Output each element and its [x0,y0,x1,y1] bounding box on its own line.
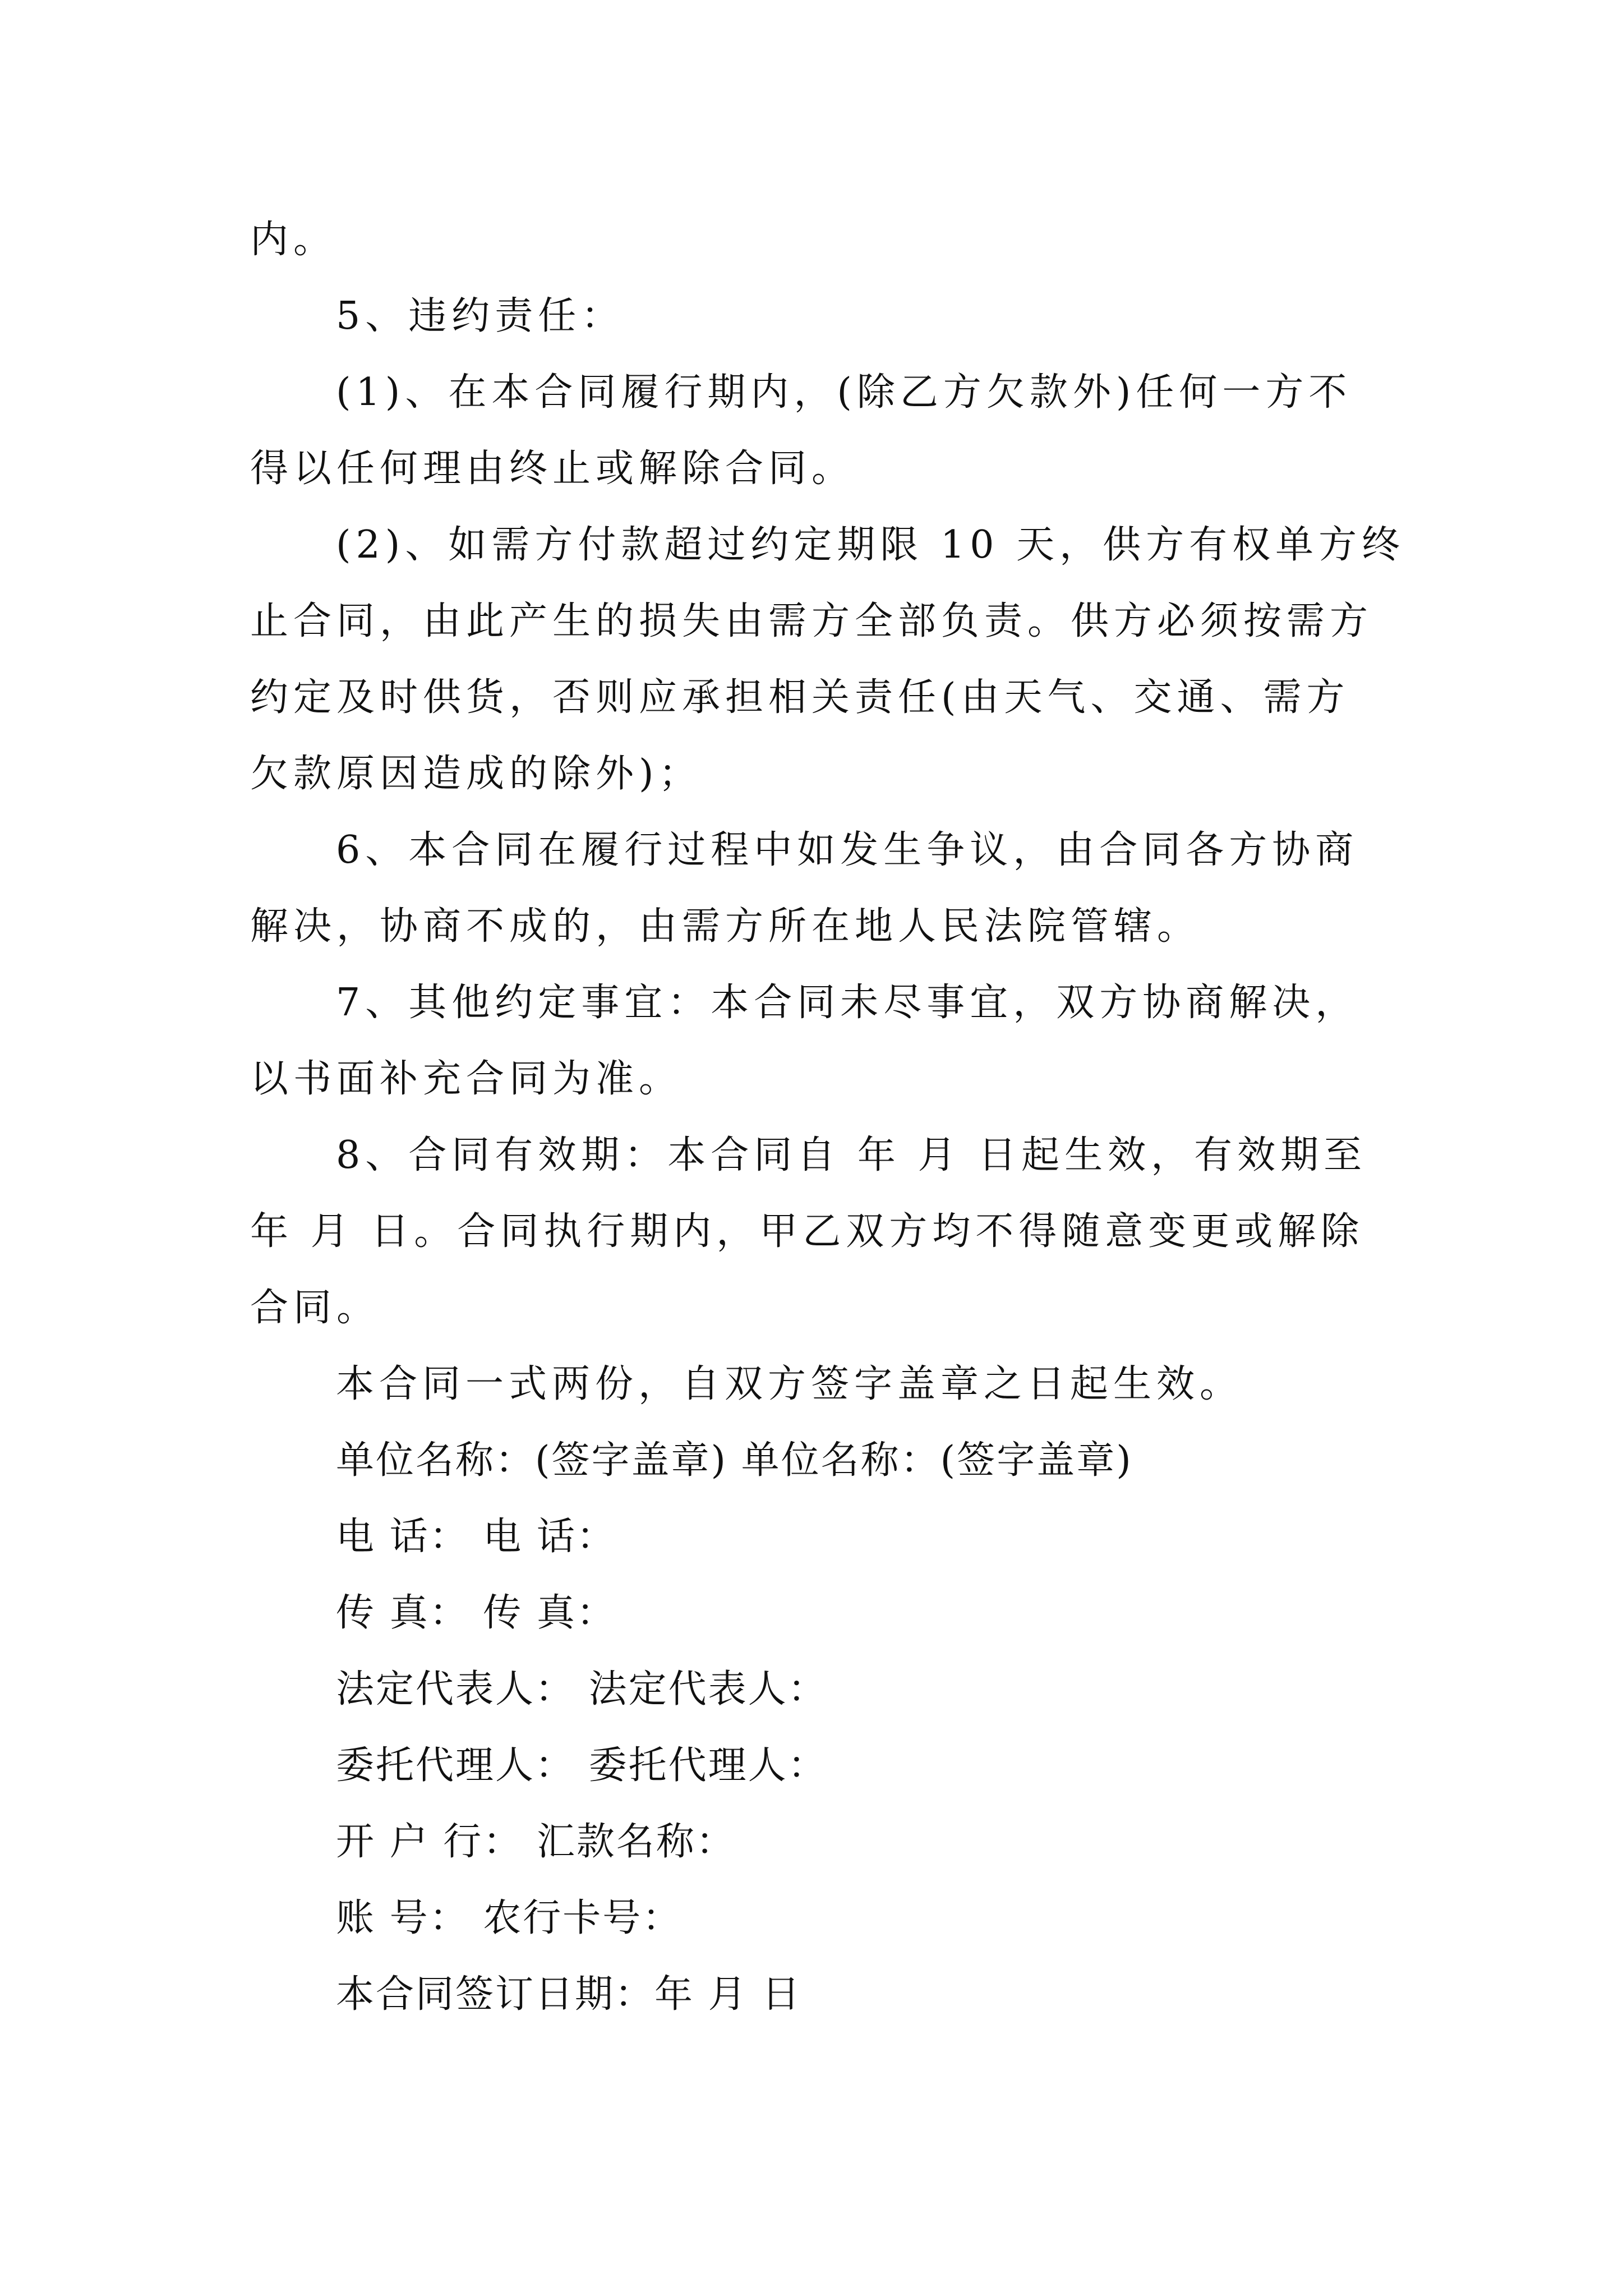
signature-legal-representative: 法定代表人： 法定代表人： [336,1667,828,1711]
clause-8-line-2: 年 月 日。合同执行期内，甲乙双方均不得随意变更或解除 [250,1209,1364,1254]
clause-7-line-1: 7、其他约定事宜：本合同未尽事宜，双方协商解决， [336,981,1359,1025]
signature-bank: 开 户 行： 汇款名称： [336,1820,736,1864]
clause-5-2-line-4: 欠款原因造成的除外)； [250,752,702,796]
clause-5-1-line-1: (1)、在本合同履行期内，(除乙方欠款外)任何一方不 [336,370,1352,415]
signature-authorized-agent: 委托代理人： 委托代理人： [336,1743,828,1788]
clause-5-2-line-3: 约定及时供货，否则应承担相关责任(由天气、交通、需方 [250,675,1350,720]
contract-text [250,202,1405,2033]
copies-clause: 本合同一式两份，自双方签字盖章之日起生效。 [336,1362,1243,1406]
clause-5-1-line-2: 得以任何理由终止或解除合同。 [250,447,855,491]
text-line-continuation: 内。 [250,218,337,262]
signature-phone: 电 话： 电 话： [336,1515,616,1559]
signature-account: 账 号： 农行卡号： [336,1896,683,1940]
clause-6-line-1: 6、本合同在履行过程中如发生争议，由合同各方协商 [336,828,1359,872]
clause-8-line-3: 合同。 [250,1286,380,1330]
signature-unit-name: 单位名称：(签字盖章) 单位名称：(签字盖章) [336,1438,1133,1483]
clause-5-2-line-2: 止合同，由此产生的损失由需方全部负责。供方必须按需方 [250,599,1373,643]
clause-6-line-2: 解决，协商不成的，由需方所在地人民法院管辖。 [250,904,1201,949]
clause-5-heading: 5、违约责任： [336,294,625,338]
signing-date: 本合同签订日期：年 月 日 [336,1972,802,2017]
clause-8-line-1: 8、合同有效期：本合同自 年 月 日起生效，有效期至 [336,1133,1367,1177]
clause-5-2-line-1: (2)、如需方付款超过约定期限 10 天，供方有权单方终 [336,523,1405,567]
clause-7-line-2: 以书面补充合同为准。 [250,1057,683,1101]
signature-fax: 传 真： 传 真： [336,1591,616,1635]
